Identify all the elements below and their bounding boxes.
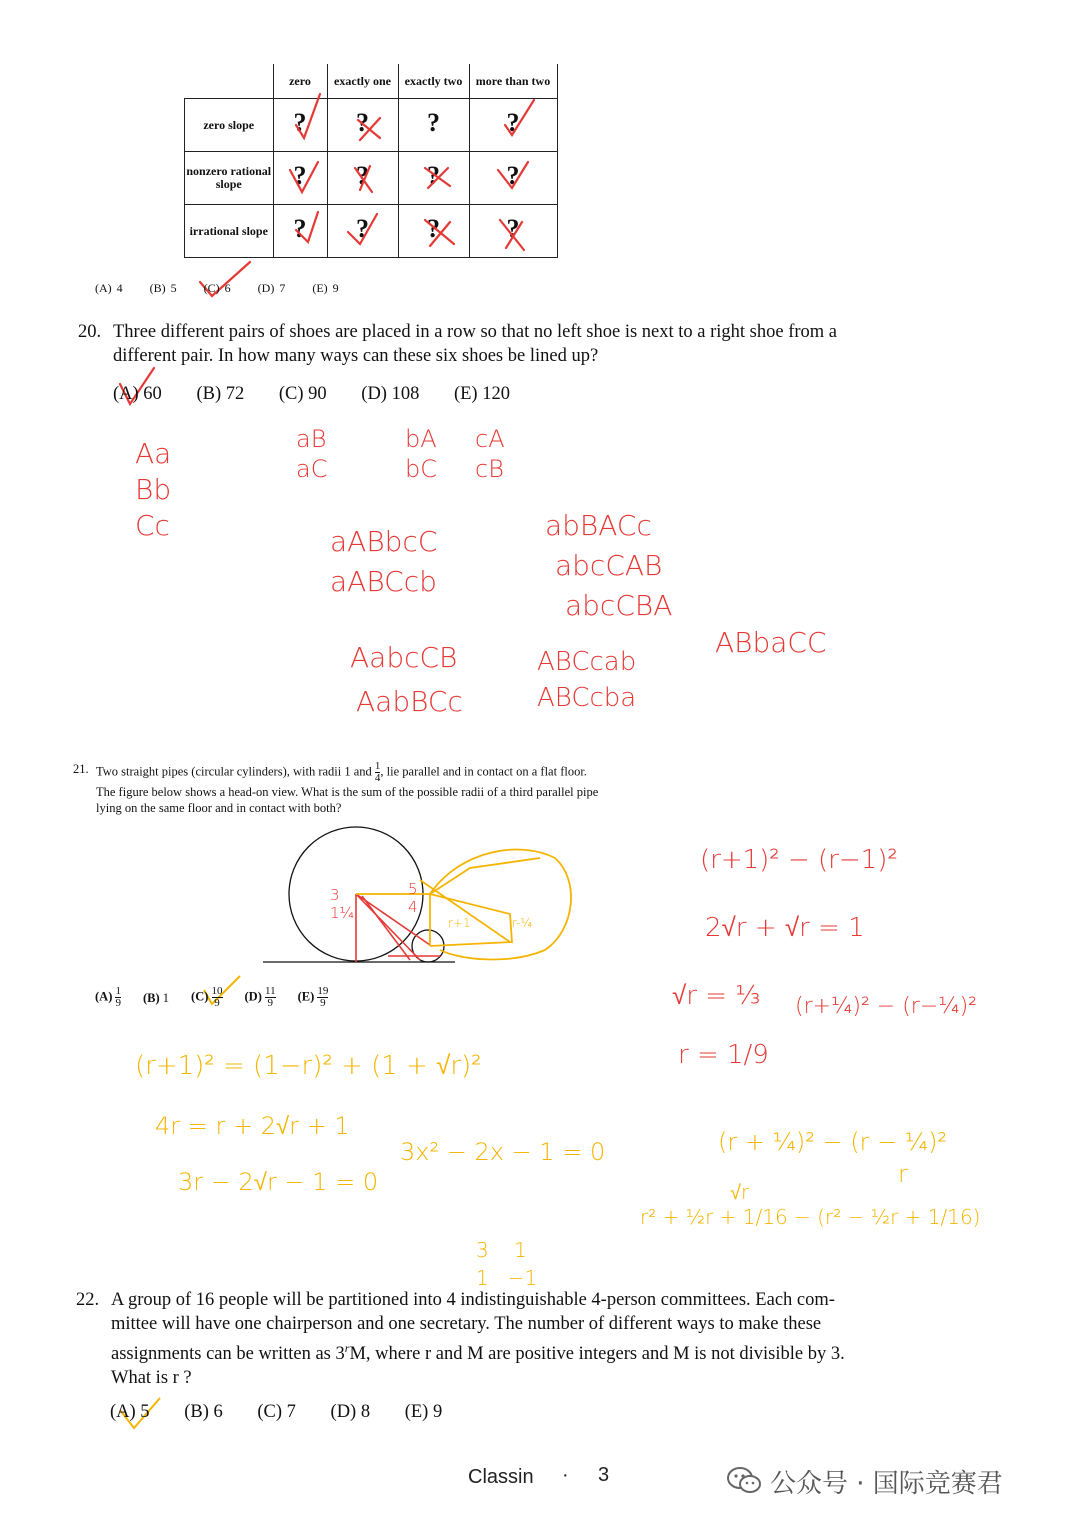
choice-d[interactable]: (D) $\frac{11}{9}$	[244, 985, 276, 1009]
choice-c[interactable]: (C) 7	[257, 1402, 296, 1422]
q21-yellow-note-10: r	[898, 1160, 908, 1188]
choice-e[interactable]: (E) 9	[312, 281, 339, 295]
footer-dot: ·	[562, 1464, 569, 1486]
choice-a[interactable]: (A) 60	[113, 384, 162, 404]
row-header: irrational slope	[185, 205, 274, 258]
col-header: more than two	[469, 64, 557, 99]
cell-mark: ?	[506, 161, 520, 190]
choice-d[interactable]: (D) 108	[361, 384, 420, 404]
choice-e[interactable]: (E) 120	[453, 384, 510, 404]
cell-mark: ?	[293, 214, 307, 243]
row-header: nonzero rational slope	[185, 152, 274, 205]
q20-note-pairs: Aa Bb Cc	[135, 437, 172, 542]
q21-red-note-5: r = 1/9	[678, 1040, 769, 1070]
cell-mark: ?	[427, 108, 440, 137]
q21-yellow-note-8: √r	[730, 1180, 750, 1204]
q21-fig-label-b: 5 4	[408, 880, 418, 916]
q21-yellow-note-2: 4r = r + 2√r + 1	[155, 1112, 350, 1140]
col-header: exactly one	[327, 64, 398, 99]
q20-note-adj2: bA bC	[405, 425, 437, 483]
choice-b[interactable]: (B) 1	[142, 990, 170, 1005]
q20-note-seq-c: AabcCB AabBCc	[350, 641, 463, 718]
cell-mark: ?	[427, 161, 440, 190]
q20-note-seq-a: aABbcC aABCcb	[330, 525, 438, 598]
q21-red-note-3: √r = ⅓	[672, 981, 761, 1011]
choice-e[interactable]: (E) $\frac{19}{9}$	[297, 985, 329, 1009]
choice-b[interactable]: (B) 72	[196, 384, 245, 404]
col-header: zero	[273, 64, 327, 99]
q20-note-seq-b: abBACc abcCAB abcCBA	[545, 509, 673, 622]
q22-line2: mittee will have one chairperson and one secretary. The number of different ways to make these	[111, 1314, 822, 1334]
choice-d[interactable]: (D) 8	[330, 1402, 371, 1422]
choice-b[interactable]: (B) 5	[149, 281, 177, 295]
q20-line2: different pair. In how many ways can these six shoes be lined up?	[113, 346, 599, 366]
choice-d[interactable]: (D) 7	[257, 281, 286, 295]
cell-mark: ?	[506, 108, 520, 137]
choice-e[interactable]: (E) 9	[404, 1402, 443, 1422]
footer-page-number: 3	[598, 1464, 610, 1486]
choice-b[interactable]: (B) 6	[184, 1402, 223, 1422]
col-header: exactly two	[398, 64, 469, 99]
cell-mark: ?	[356, 214, 369, 243]
watermark-text: 公众号 · 国际竞赛君	[770, 1469, 1003, 1499]
choice-c[interactable]: (C) $\frac{10}{9}$	[191, 985, 223, 1009]
choice-a[interactable]: (A) 5	[110, 1402, 150, 1422]
q22-text	[111, 1288, 911, 1390]
q22-line3: assignments can be written as 3$^r$M, where r and M are positive integers and M is not divisible by 3.	[111, 1341, 845, 1365]
q20-number: 20.	[78, 322, 102, 342]
footer-brand: Classin	[468, 1466, 534, 1488]
q21-line1: Two straight pipes (circular cylinders), with radii 1 and $\frac{1}{4}$ , lie parallel and in contact on a flat floor.	[96, 760, 587, 784]
q21-red-note-1: (r+1)² − (r−1)²	[700, 845, 898, 875]
choice-c[interactable]: (C) 6	[203, 281, 231, 295]
q21-line3: lying on the same floor and in contact with both?	[96, 801, 342, 815]
q21-yellow-note-1: (r+1)² = (1−r)² + (1 + √r)²	[135, 1051, 482, 1081]
q21-yellow-note-3: 3r − 2√r − 1 = 0	[178, 1168, 379, 1196]
q20-note-adj3: cA cB	[475, 425, 505, 483]
q20-note-seq-d: ABCcab ABCcba	[537, 647, 637, 713]
q22-line1: A group of 16 people will be partitioned into 4 indistinguishable 4-person committees. Each com-	[111, 1290, 835, 1310]
q22-choices	[110, 1402, 472, 1423]
cell-mark: ?	[506, 214, 520, 243]
q22-line4: What is r ?	[111, 1368, 192, 1389]
q21-number: 21.	[73, 762, 89, 776]
q21-fig-label-a: 3 1¼	[330, 886, 355, 922]
q20-line1: Three different pairs of shoes are placed in a row so that no left shoe is next to a right shoe from a	[113, 322, 838, 342]
cell-mark: ?	[356, 161, 369, 190]
q21-fig-label-d: r-¼	[512, 916, 533, 930]
cell-mark: ?	[427, 214, 440, 243]
q21-choices	[95, 986, 328, 1009]
choice-c[interactable]: (C) 90	[278, 384, 327, 404]
q21-line2: The figure below shows a head-on view. What is the sum of the possible radii of a third parallel pipe	[96, 785, 599, 799]
choice-a[interactable]: (A) $\frac{1}{9}$	[95, 985, 121, 1009]
q21-yellow-note-9: r² + ½r + 1/16 − (r² − ½r + 1/16)	[640, 1205, 981, 1229]
q20-note-adj1: aB aC	[296, 425, 328, 483]
row-header: zero slope	[185, 99, 274, 152]
cell-mark: ?	[293, 108, 307, 137]
q21-yellow-note-4: 3x² − 2x − 1 = 0	[400, 1138, 606, 1166]
q21-yellow-note-5: 3 1 1 −1	[476, 1238, 538, 1290]
wechat-icon	[727, 1466, 759, 1492]
choice-a[interactable]: (A) 4	[95, 281, 123, 295]
q21-red-note-2: 2√r + √r = 1	[705, 913, 865, 943]
q21-yellow-note-7: (r + ¼)² − (r − ¼)²	[718, 1128, 948, 1156]
q20-note-seq-e: ABbaCC	[715, 626, 827, 659]
cell-mark: ?	[356, 108, 369, 137]
q21-fig-label-c: r+1	[448, 916, 471, 930]
cell-mark: ?	[293, 161, 307, 190]
q21-red-note-4: (r+¼)² − (r−¼)²	[795, 994, 977, 1019]
q22-number: 22.	[76, 1290, 100, 1310]
